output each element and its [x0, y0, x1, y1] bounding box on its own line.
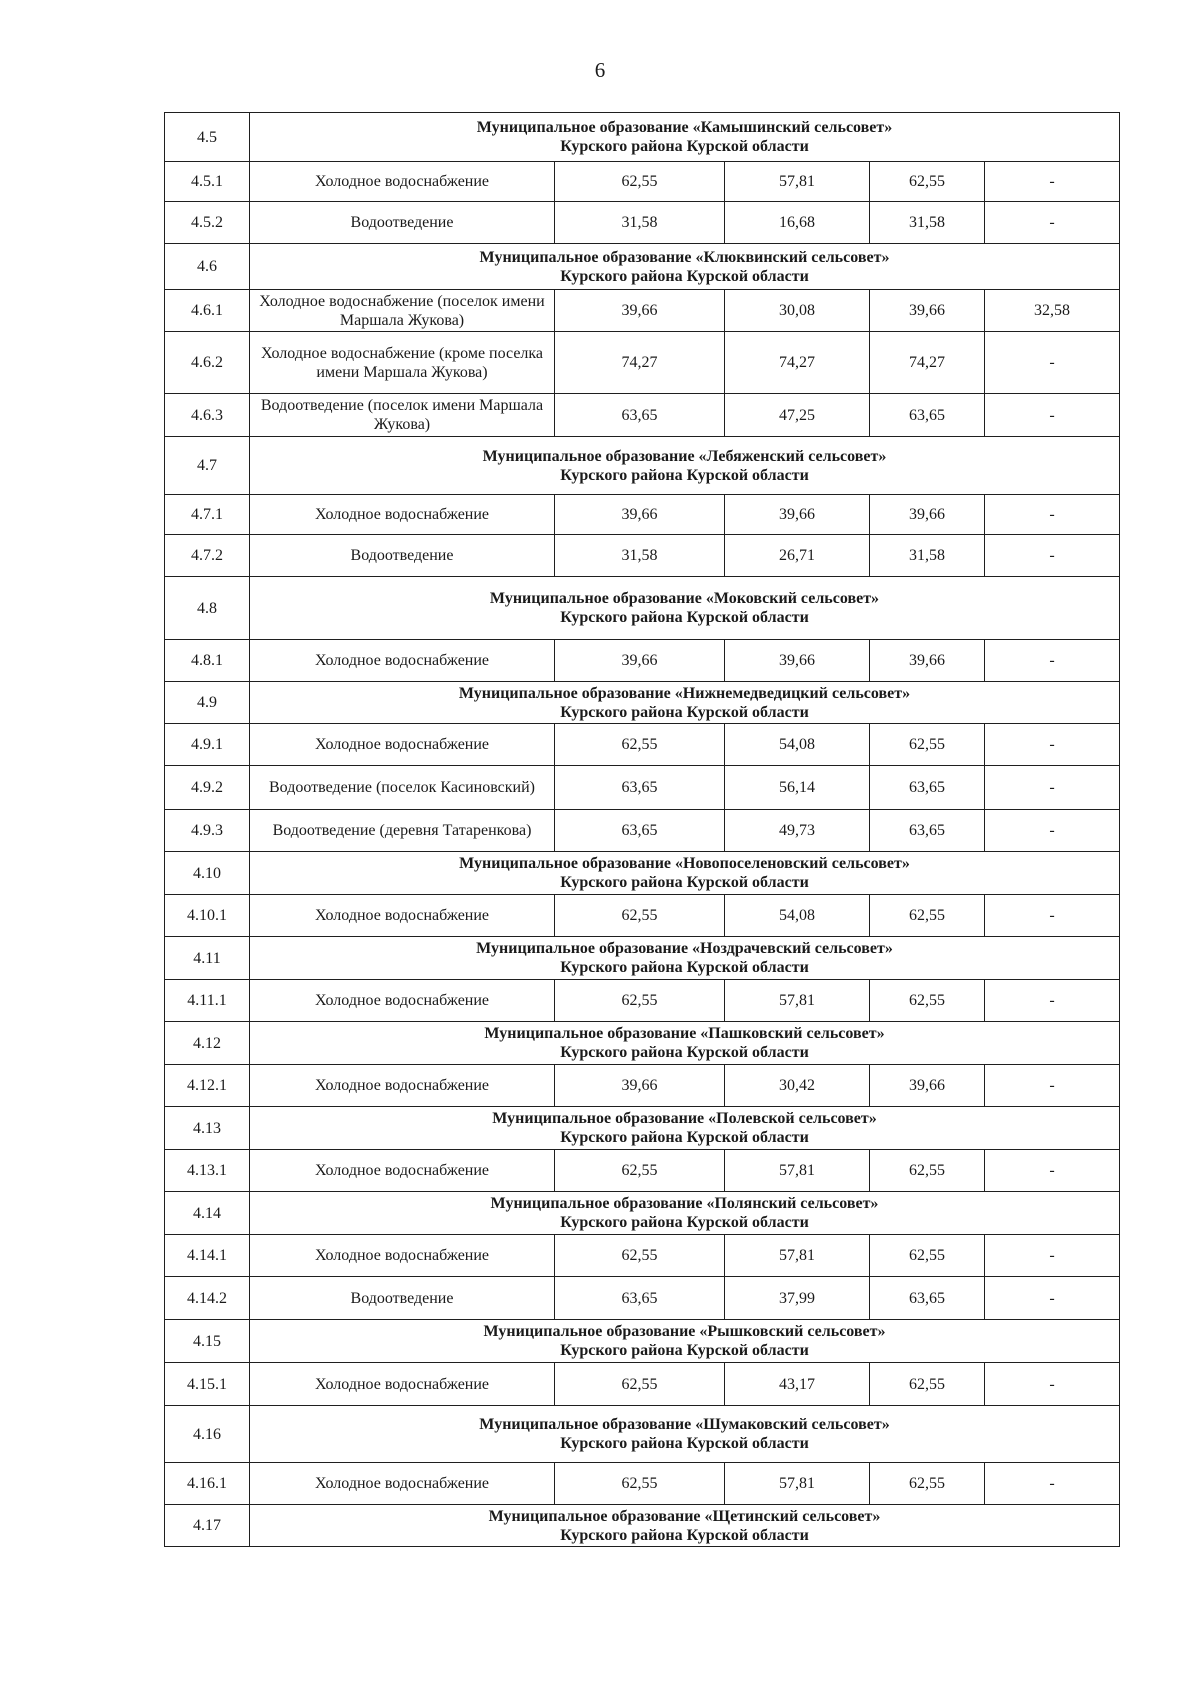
- tariff-value-1: 39,66: [555, 495, 725, 535]
- municipality-name: Муниципальное образование «Камышинский сельсовет»: [476, 119, 893, 136]
- tariff-value-1: 39,66: [555, 640, 725, 682]
- municipality-header-row: [165, 1192, 1120, 1235]
- tariff-value-4: 32,58: [985, 290, 1120, 332]
- row-number: 4.14.2: [165, 1277, 250, 1320]
- tariff-value-3: 63,65: [870, 810, 985, 852]
- service-name: Холодное водоснабжение: [250, 1363, 555, 1406]
- tariff-value-3: 63,65: [870, 766, 985, 810]
- tariff-value-3: 63,65: [870, 394, 985, 437]
- row-number: 4.11: [165, 937, 250, 980]
- tariff-value-2: 57,81: [725, 980, 870, 1022]
- tariff-value-3: 62,55: [870, 1463, 985, 1505]
- service-name: Водоотведение (поселок имени Маршала Жукова): [250, 394, 555, 437]
- page-number: 6: [594, 58, 606, 82]
- tariff-value-2: 43,17: [725, 1363, 870, 1406]
- municipality-name: Муниципальное образование «Пашковский сельсовет»: [484, 1025, 885, 1042]
- table-row: [165, 1363, 1120, 1406]
- tariff-value-3: 62,55: [870, 895, 985, 937]
- municipality-title: [250, 1107, 1120, 1150]
- municipality-name: Муниципальное образование «Клюквинский сельсовет»: [479, 248, 890, 266]
- municipality-header-row: [165, 1107, 1120, 1150]
- municipality-header-row: [165, 1320, 1120, 1363]
- district-name: Курского района Курской области: [560, 267, 809, 285]
- table-row: [165, 495, 1120, 535]
- table-row: [165, 1235, 1120, 1277]
- tariff-value-1: 39,66: [555, 1065, 725, 1107]
- table-row: [165, 640, 1120, 682]
- row-number: 4.12.1: [165, 1065, 250, 1107]
- service-name: Водоотведение: [250, 1277, 555, 1320]
- row-number: 4.11.1: [165, 980, 250, 1022]
- district-name: Курского района Курской области: [560, 959, 809, 976]
- tariff-value-4: -: [985, 332, 1120, 394]
- municipality-name: Муниципальное образование «Моковский сельсовет»: [489, 590, 880, 607]
- tariff-value-4: -: [985, 1463, 1120, 1505]
- municipality-header-row: [165, 577, 1120, 640]
- tariff-value-3: 62,55: [870, 1150, 985, 1192]
- tariff-value-4: -: [985, 980, 1120, 1022]
- row-number: 4.10.1: [165, 895, 250, 937]
- district-name: Курского района Курской области: [560, 874, 809, 891]
- row-number: 4.15.1: [165, 1363, 250, 1406]
- tariff-value-4: -: [985, 495, 1120, 535]
- service-name: Холодное водоснабжение: [250, 1235, 555, 1277]
- service-name: Водоотведение: [250, 535, 555, 577]
- tariff-value-2: 54,08: [725, 895, 870, 937]
- table-row: [165, 290, 1120, 332]
- row-number: 4.9: [165, 682, 250, 724]
- row-number: 4.15: [165, 1320, 250, 1363]
- table-row: [165, 895, 1120, 937]
- municipality-title: [250, 1192, 1120, 1235]
- municipality-name: Муниципальное образование «Щетинский сельсовет»: [488, 1507, 881, 1525]
- tariff-value-2: 39,66: [725, 640, 870, 682]
- district-name: Курского района Курской области: [560, 1342, 809, 1359]
- municipality-name: Муниципальное образование «Рышковский сельсовет»: [483, 1323, 886, 1340]
- municipality-title: [250, 113, 1120, 162]
- row-number: 4.16.1: [165, 1463, 250, 1505]
- tariff-value-1: 39,66: [555, 290, 725, 332]
- municipality-header-row: [165, 1505, 1120, 1547]
- tariff-value-2: 54,08: [725, 724, 870, 766]
- municipality-header-row: [165, 437, 1120, 495]
- tariff-value-2: 57,81: [725, 162, 870, 202]
- row-number: 4.5.2: [165, 202, 250, 244]
- tariff-value-2: 49,73: [725, 810, 870, 852]
- table-row: [165, 766, 1120, 810]
- tariff-value-2: 16,68: [725, 202, 870, 244]
- tariff-value-1: 62,55: [555, 724, 725, 766]
- service-name: Холодное водоснабжение: [250, 640, 555, 682]
- tariff-value-3: 63,65: [870, 1277, 985, 1320]
- table-row: [165, 535, 1120, 577]
- municipality-title: [250, 1406, 1120, 1463]
- row-number: 4.17: [165, 1505, 250, 1547]
- table-row: [165, 1277, 1120, 1320]
- municipality-name: Муниципальное образование «Ноздрачевский сельсовет»: [476, 940, 893, 957]
- row-number: 4.7.2: [165, 535, 250, 577]
- tariff-value-4: -: [985, 895, 1120, 937]
- tariff-value-1: 62,55: [555, 1463, 725, 1505]
- municipality-header-row: [165, 244, 1120, 290]
- municipality-title: [250, 1022, 1120, 1065]
- tariff-value-1: 74,27: [555, 332, 725, 394]
- row-number: 4.6.1: [165, 290, 250, 332]
- district-name: Курского района Курской области: [560, 609, 809, 626]
- tariff-value-1: 62,55: [555, 980, 725, 1022]
- tariff-value-3: 62,55: [870, 724, 985, 766]
- row-number: 4.13: [165, 1107, 250, 1150]
- district-name: Курского района Курской области: [560, 466, 809, 484]
- tariff-value-3: 62,55: [870, 980, 985, 1022]
- tariff-value-4: -: [985, 766, 1120, 810]
- row-number: 4.6: [165, 244, 250, 290]
- tariff-value-3: 39,66: [870, 290, 985, 332]
- table-row: [165, 332, 1120, 394]
- tariff-table: [164, 112, 1120, 1547]
- municipality-name: Муниципальное образование «Полянский сельсовет»: [490, 1195, 879, 1212]
- row-number: 4.8.1: [165, 640, 250, 682]
- tariff-value-3: 62,55: [870, 1363, 985, 1406]
- tariff-value-1: 63,65: [555, 1277, 725, 1320]
- tariff-value-2: 39,66: [725, 495, 870, 535]
- tariff-value-2: 30,08: [725, 290, 870, 332]
- tariff-value-4: -: [985, 202, 1120, 244]
- service-name: Холодное водоснабжение: [250, 1463, 555, 1505]
- tariff-value-3: 62,55: [870, 1235, 985, 1277]
- service-name: Холодное водоснабжение: [250, 1065, 555, 1107]
- municipality-title: [250, 852, 1120, 895]
- tariff-value-2: 30,42: [725, 1065, 870, 1107]
- tariff-value-4: -: [985, 535, 1120, 577]
- tariff-value-2: 56,14: [725, 766, 870, 810]
- municipality-title: [250, 1505, 1120, 1547]
- table-row: [165, 394, 1120, 437]
- table-row: [165, 162, 1120, 202]
- municipality-header-row: [165, 113, 1120, 162]
- district-name: Курского района Курской области: [560, 703, 809, 721]
- tariff-value-2: 57,81: [725, 1235, 870, 1277]
- tariff-value-3: 62,55: [870, 162, 985, 202]
- municipality-name: Муниципальное образование «Нижнемедведицкий сельсовет»: [458, 684, 911, 702]
- municipality-title: [250, 244, 1120, 290]
- municipality-header-row: [165, 682, 1120, 724]
- tariff-value-2: 74,27: [725, 332, 870, 394]
- tariff-value-1: 62,55: [555, 895, 725, 937]
- municipality-title: [250, 682, 1120, 724]
- service-name: Холодное водоснабжение: [250, 724, 555, 766]
- tariff-value-1: 31,58: [555, 202, 725, 244]
- tariff-value-1: 62,55: [555, 1363, 725, 1406]
- municipality-name: Муниципальное образование «Полевской сельсовет»: [492, 1110, 877, 1127]
- tariff-value-4: -: [985, 1065, 1120, 1107]
- service-name: Холодное водоснабжение: [250, 980, 555, 1022]
- municipality-name: Муниципальное образование «Лебяженский сельсовет»: [482, 447, 887, 465]
- municipality-header-row: [165, 852, 1120, 895]
- tariff-value-2: 47,25: [725, 394, 870, 437]
- tariff-value-4: -: [985, 724, 1120, 766]
- service-name: Холодное водоснабжение: [250, 162, 555, 202]
- row-number: 4.6.2: [165, 332, 250, 394]
- service-name: Водоотведение: [250, 202, 555, 244]
- district-name: Курского района Курской области: [560, 138, 809, 155]
- row-number: 4.7: [165, 437, 250, 495]
- municipality-title: [250, 577, 1120, 640]
- tariff-value-1: 62,55: [555, 1150, 725, 1192]
- row-number: 4.16: [165, 1406, 250, 1463]
- table-row: [165, 1150, 1120, 1192]
- tariff-value-1: 63,65: [555, 394, 725, 437]
- service-name: Водоотведение (деревня Татаренкова): [250, 810, 555, 852]
- row-number: 4.12: [165, 1022, 250, 1065]
- tariff-value-3: 31,58: [870, 202, 985, 244]
- tariff-value-2: 57,81: [725, 1463, 870, 1505]
- tariff-value-4: -: [985, 394, 1120, 437]
- row-number: 4.9.2: [165, 766, 250, 810]
- row-number: 4.6.3: [165, 394, 250, 437]
- tariff-value-4: -: [985, 810, 1120, 852]
- row-number: 4.9.1: [165, 724, 250, 766]
- tariff-value-3: 74,27: [870, 332, 985, 394]
- row-number: 4.13.1: [165, 1150, 250, 1192]
- tariff-table-body: [165, 113, 1120, 1547]
- tariff-value-4: -: [985, 1150, 1120, 1192]
- tariff-value-3: 31,58: [870, 535, 985, 577]
- service-name: Холодное водоснабжение (кроме поселка имени Маршала Жукова): [250, 332, 555, 394]
- service-name: Холодное водоснабжение: [250, 1150, 555, 1192]
- row-number: 4.14: [165, 1192, 250, 1235]
- tariff-value-1: 63,65: [555, 810, 725, 852]
- tariff-value-4: -: [985, 640, 1120, 682]
- district-name: Курского района Курской области: [560, 1435, 809, 1452]
- tariff-value-1: 31,58: [555, 535, 725, 577]
- district-name: Курского района Курской области: [560, 1214, 809, 1231]
- municipality-title: [250, 1320, 1120, 1363]
- district-name: Курского района Курской области: [560, 1526, 809, 1544]
- service-name: Водоотведение (поселок Касиновский): [250, 766, 555, 810]
- service-name: Холодное водоснабжение: [250, 895, 555, 937]
- municipality-name: Муниципальное образование «Шумаковский сельсовет»: [479, 1416, 890, 1433]
- tariff-value-4: -: [985, 1235, 1120, 1277]
- municipality-header-row: [165, 1406, 1120, 1463]
- municipality-name: Муниципальное образование «Новопоселеновский сельсовет»: [459, 855, 910, 872]
- row-number: 4.9.3: [165, 810, 250, 852]
- row-number: 4.8: [165, 577, 250, 640]
- municipality-title: [250, 437, 1120, 495]
- row-number: 4.14.1: [165, 1235, 250, 1277]
- tariff-value-2: 57,81: [725, 1150, 870, 1192]
- tariff-value-3: 39,66: [870, 1065, 985, 1107]
- tariff-value-1: 62,55: [555, 1235, 725, 1277]
- row-number: 4.5: [165, 113, 250, 162]
- tariff-value-2: 37,99: [725, 1277, 870, 1320]
- table-row: [165, 1065, 1120, 1107]
- municipality-title: [250, 937, 1120, 980]
- tariff-value-1: 62,55: [555, 162, 725, 202]
- tariff-value-1: 63,65: [555, 766, 725, 810]
- municipality-header-row: [165, 1022, 1120, 1065]
- tariff-value-3: 39,66: [870, 640, 985, 682]
- table-row: [165, 1463, 1120, 1505]
- table-row: [165, 810, 1120, 852]
- municipality-header-row: [165, 937, 1120, 980]
- tariff-value-3: 39,66: [870, 495, 985, 535]
- row-number: 4.5.1: [165, 162, 250, 202]
- tariff-value-4: -: [985, 1277, 1120, 1320]
- service-name: Холодное водоснабжение: [250, 495, 555, 535]
- service-name: Холодное водоснабжение (поселок имени Маршала Жукова): [250, 290, 555, 332]
- row-number: 4.10: [165, 852, 250, 895]
- tariff-value-4: -: [985, 162, 1120, 202]
- table-row: [165, 724, 1120, 766]
- district-name: Курского района Курской области: [560, 1044, 809, 1061]
- tariff-value-4: -: [985, 1363, 1120, 1406]
- row-number: 4.7.1: [165, 495, 250, 535]
- table-row: [165, 980, 1120, 1022]
- table-row: [165, 202, 1120, 244]
- tariff-value-2: 26,71: [725, 535, 870, 577]
- district-name: Курского района Курской области: [560, 1129, 809, 1146]
